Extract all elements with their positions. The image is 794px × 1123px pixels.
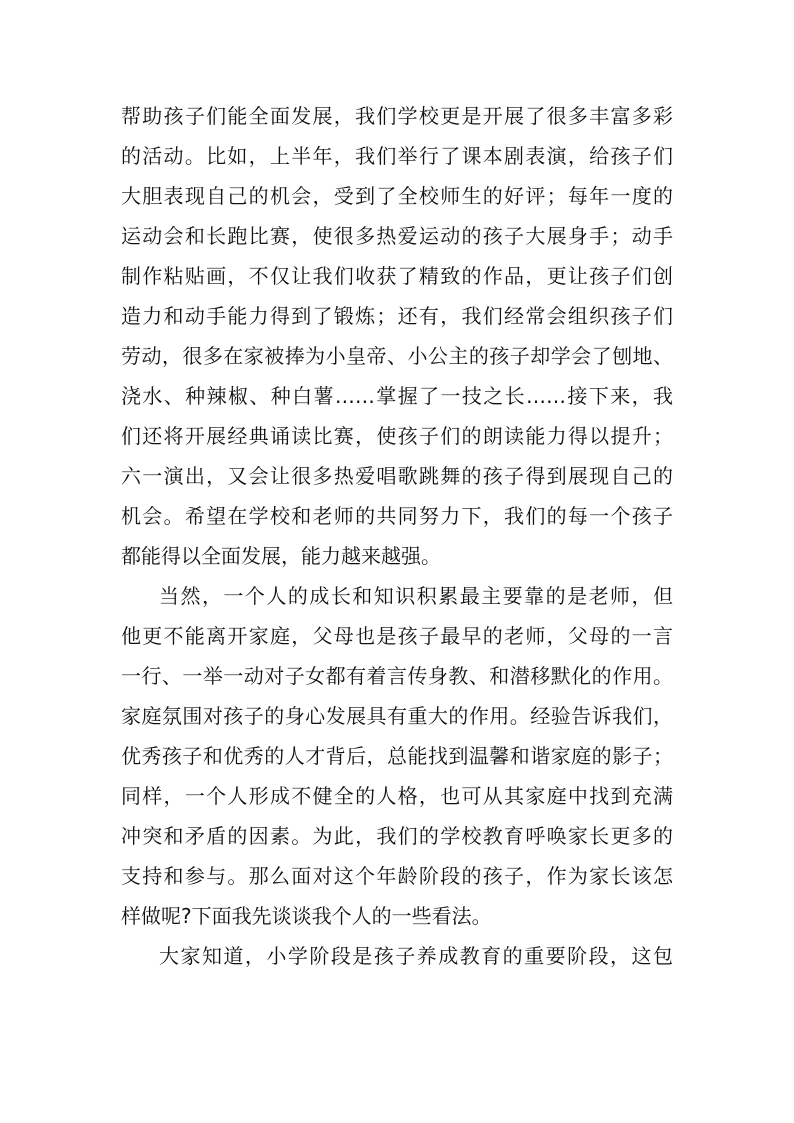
text-line: 们还将开展经典诵读比赛，使孩子们的朗读能力得以提升； <box>121 424 673 448</box>
text-line: 支持和参与。那么面对这个年龄阶段的孩子，作为家长该怎 <box>121 864 673 888</box>
text-line: 大胆表现自己的机会，受到了全校师生的好评；每年一度的 <box>121 184 673 208</box>
paragraph-start-line: 当然，一个人的成长和知识积累最主要靠的是老师，但 <box>159 584 673 608</box>
text-line: 都能得以全面发展，能力越来越强。 <box>121 544 441 568</box>
text-line: 制作粘贴画，不仅让我们收获了精致的作品，更让孩子们创 <box>121 264 673 288</box>
text-line: 同样，一个人形成不健全的人格，也可从其家庭中找到充满 <box>121 784 673 808</box>
paragraph-start-line: 大家知道，小学阶段是孩子养成教育的重要阶段，这包 <box>159 944 673 968</box>
text-line: 运动会和长跑比赛，使很多热爱运动的孩子大展身手；动手 <box>121 224 673 248</box>
text-line: 浇水、种辣椒、种白薯……掌握了一技之长……接下来，我 <box>121 384 673 408</box>
text-line: 造力和动手能力得到了锻炼；还有，我们经常会组织孩子们 <box>121 304 673 328</box>
text-line: 帮助孩子们能全面发展，我们学校更是开展了很多丰富多彩 <box>121 104 673 128</box>
text-line: 劳动，很多在家被捧为小皇帝、小公主的孩子却学会了刨地、 <box>121 344 673 368</box>
text-line: 机会。希望在学校和老师的共同努力下，我们的每一个孩子 <box>121 504 673 528</box>
text-line: 的活动。比如，上半年，我们举行了课本剧表演，给孩子们 <box>121 144 673 168</box>
text-line: 冲突和矛盾的因素。为此，我们的学校教育呼唤家长更多的 <box>121 824 673 848</box>
text-line: 他更不能离开家庭，父母也是孩子最早的老师，父母的一言 <box>121 624 673 648</box>
text-line: 家庭氛围对孩子的身心发展具有重大的作用。经验告诉我们， <box>121 704 673 728</box>
document-text <box>121 96 673 976</box>
text-line: 六一演出，又会让很多热爱唱歌跳舞的孩子得到展现自己的 <box>121 464 673 488</box>
text-line: 优秀孩子和优秀的人才背后，总能找到温馨和谐家庭的影子； <box>121 744 673 768</box>
text-line: 一行、一举一动对子女都有着言传身教、和潜移默化的作用。 <box>121 664 673 688</box>
text-line: 样做呢?下面我先谈谈我个人的一些看法。 <box>121 904 492 928</box>
